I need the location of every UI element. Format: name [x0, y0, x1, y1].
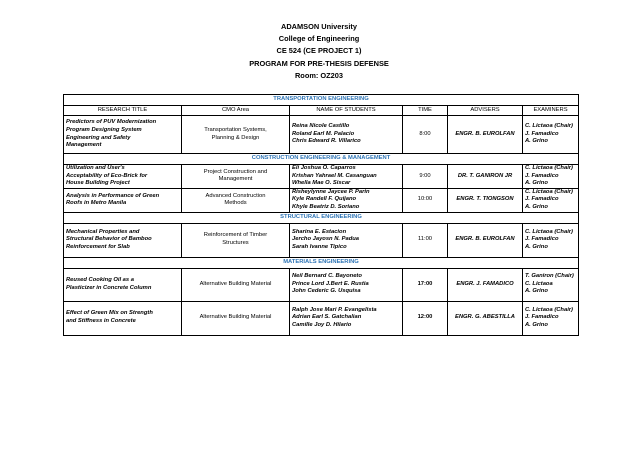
examiner-name-line: J. Famadico — [525, 236, 559, 243]
student-name-line: Sharina E. Estacion — [292, 228, 347, 235]
examiner-name-line: C. Lictaoa (Chair) — [525, 228, 573, 235]
cmo-area-line: Methods — [224, 200, 247, 207]
examiner-name-line: C. Lictaoa (Chair) — [525, 188, 573, 195]
students-cell — [290, 223, 403, 257]
adviser-cell: ENGR. B. EUROLFAN — [448, 116, 523, 154]
section-title: STRUCTURAL ENGINEERING — [64, 212, 579, 223]
document-header — [0, 21, 638, 82]
time-cell: 17:00 — [403, 268, 448, 301]
cmo-area-cell — [182, 116, 290, 154]
student-name-line: Risheylynne Jaycee P. Parin — [292, 188, 370, 195]
student-name-line: Camille Joy D. Hilario — [292, 321, 352, 328]
examiner-name-line: A. Grino — [525, 321, 548, 328]
student-name-line: Chris Edward R. Villarico — [292, 138, 361, 145]
table-row — [64, 116, 579, 154]
section-header-row — [64, 257, 579, 268]
examiner-name-line: C. Lictaoa (Chair) — [525, 306, 573, 313]
column-header: RESEARCH TITLE — [64, 106, 182, 116]
research-title-line: Structural Behavior of Bamboo — [66, 236, 152, 243]
student-name-line: Prince Lord J.Bert E. Rustia — [292, 280, 369, 287]
adviser-cell: ENGR. G. ABESTILLA — [448, 301, 523, 335]
research-title-line: Engineering and Safety — [66, 134, 131, 141]
student-name-line: Sarah Ivanne Tipico — [292, 243, 347, 250]
student-name-line: Reina Nicole Castillo — [292, 123, 350, 130]
examiner-name-line: J. Famadico — [525, 172, 559, 179]
cmo-area-cell — [182, 165, 290, 189]
section-title: MATERIALS ENGINEERING — [64, 257, 579, 268]
section-title: CONSTRUCTION ENGINEERING & MANAGEMENT — [64, 154, 579, 165]
research-title-line: and Stiffness in Concrete — [66, 318, 136, 325]
research-title-cell — [64, 268, 182, 301]
students-cell — [290, 268, 403, 301]
adviser-cell: ENGR. B. EUROLFAN — [448, 223, 523, 257]
research-title-line: Roofs in Metro Manila — [66, 200, 127, 207]
room-label: Room: OZ203 — [294, 70, 344, 80]
cmo-area-line: Advanced Construction — [205, 192, 266, 199]
table-row — [64, 188, 579, 212]
cmo-area-line: Alternative Building Material — [199, 314, 272, 321]
student-name-line: Khyle Beatriz D. Soriano — [292, 203, 360, 210]
student-name-line: Eli Joshua O. Caparros — [292, 165, 356, 171]
research-title-cell — [64, 223, 182, 257]
cmo-area-line: Project Construction and — [203, 168, 268, 175]
research-title-line: House Building Project — [66, 180, 130, 187]
research-title-line: Management — [66, 142, 102, 149]
cmo-area-cell — [182, 188, 290, 212]
table-row — [64, 301, 579, 335]
section-header-row — [64, 95, 579, 106]
time-cell: 12:00 — [403, 301, 448, 335]
college-name: College of Engineering — [278, 34, 360, 44]
time-cell: 8:00 — [403, 116, 448, 154]
student-name-line: John Cederic G. Usquisa — [292, 288, 361, 295]
examiner-name-line: T. Ganiron (Chair) — [525, 273, 574, 280]
examiner-name-line: J. Famadico — [525, 196, 559, 203]
research-title-line: Reused Cooking Oil as a — [66, 276, 134, 283]
research-title-cell — [64, 188, 182, 212]
time-cell: 9:00 — [403, 165, 448, 189]
examiners-cell — [523, 223, 579, 257]
table-row — [64, 165, 579, 189]
section-header-row — [64, 154, 579, 165]
cmo-area-line: Transportation Systems, — [204, 126, 267, 133]
cmo-area-line: Structures — [222, 240, 249, 247]
column-header: EXAMINERS — [523, 106, 579, 116]
students-cell — [290, 188, 403, 212]
research-title-line: Effect of Green Mix on Strength — [66, 310, 153, 317]
examiner-name-line: C. Lictaoa — [525, 280, 553, 287]
column-header: CMO Area — [182, 106, 290, 116]
research-title-line: Analysis in Performance of Green — [66, 192, 160, 199]
student-name-line: Jercho Jayosn N. Padua — [292, 236, 360, 243]
table-row — [64, 268, 579, 301]
students-cell — [290, 116, 403, 154]
students-cell — [290, 165, 403, 189]
section-title: TRANSPORTATION ENGINEERING — [64, 95, 579, 106]
examiners-cell — [523, 301, 579, 335]
adviser-cell: DR. T. GANIRON JR — [448, 165, 523, 189]
section-header-row — [64, 212, 579, 223]
course-code: CE 524 (CE PROJECT 1) — [276, 46, 362, 56]
column-header: TIME — [403, 106, 448, 116]
student-name-line: Neil Bernard C. Bayoneto — [292, 273, 362, 280]
cmo-area-line: Planning & Design — [211, 134, 260, 141]
research-title-cell — [64, 301, 182, 335]
examiners-cell — [523, 268, 579, 301]
examiners-cell — [523, 188, 579, 212]
time-cell: 10:00 — [403, 188, 448, 212]
examiner-name-line: A. Grino — [525, 138, 548, 145]
examiner-name-line: C. Lictaoa (Chair) — [525, 123, 573, 130]
examiner-name-line: A. Grino — [525, 203, 548, 210]
cmo-area-cell — [182, 268, 290, 301]
examiners-cell — [523, 165, 579, 189]
adviser-cell: ENGR. T. TIONGSON — [448, 188, 523, 212]
examiner-name-line: J. Famadico — [525, 130, 559, 137]
research-title-cell — [64, 116, 182, 154]
student-name-line: Krishan Yahrael M. Casanguan — [292, 172, 377, 179]
column-header-row — [64, 106, 579, 116]
university-name: ADAMSON University — [281, 22, 357, 31]
research-title-line: Program Designing System — [66, 126, 142, 133]
cmo-area-cell — [182, 223, 290, 257]
cmo-area-cell — [182, 301, 290, 335]
research-title-line: Mechanical Properties and — [66, 228, 140, 235]
student-name-line: Roland Earl M. Palacio — [292, 130, 355, 137]
column-header: ADVISERS — [448, 106, 523, 116]
adviser-cell: ENGR. J. FAMADICO — [448, 268, 523, 301]
student-name-line: Ralph Jose Mari P. Evangelista — [292, 306, 377, 313]
examiner-name-line: A. Grino — [525, 243, 548, 250]
cmo-area-line: Alternative Building Material — [199, 280, 272, 287]
students-cell — [290, 301, 403, 335]
examiner-name-line: A. Grino — [525, 288, 548, 295]
research-title-line: Plasticizer in Concrete Column — [66, 284, 152, 291]
program-title: PROGRAM FOR PRE-THESIS DEFENSE — [249, 58, 389, 68]
student-name-line: Adrian Earl S. Gatchalian — [292, 314, 362, 321]
examiner-name-line: J. Famadico — [525, 314, 559, 321]
time-cell: 11:00 — [403, 223, 448, 257]
research-title-line: Acceptability of Eco-Brick for — [66, 172, 148, 179]
table-row — [64, 223, 579, 257]
examiners-cell — [523, 116, 579, 154]
cmo-area-line: Management — [218, 176, 253, 183]
defense-schedule-table — [63, 94, 579, 336]
student-name-line: Kyle Randell F. Quijano — [292, 196, 357, 203]
examiner-name-line: C. Lictaoa (Chair) — [525, 165, 573, 171]
research-title-line: Reinforcement for Slab — [66, 243, 130, 250]
research-title-cell — [64, 165, 182, 189]
research-title-line: Utilization and User's — [66, 165, 125, 171]
student-name-line: Whella Mae O. Siscar — [292, 180, 351, 187]
examiner-name-line: A. Grino — [525, 180, 548, 187]
research-title-line: Predictors of PUV Modernization — [66, 119, 157, 126]
cmo-area-line: Reinforcement of Timber — [203, 232, 268, 239]
column-header: NAME OF STUDENTS — [290, 106, 403, 116]
